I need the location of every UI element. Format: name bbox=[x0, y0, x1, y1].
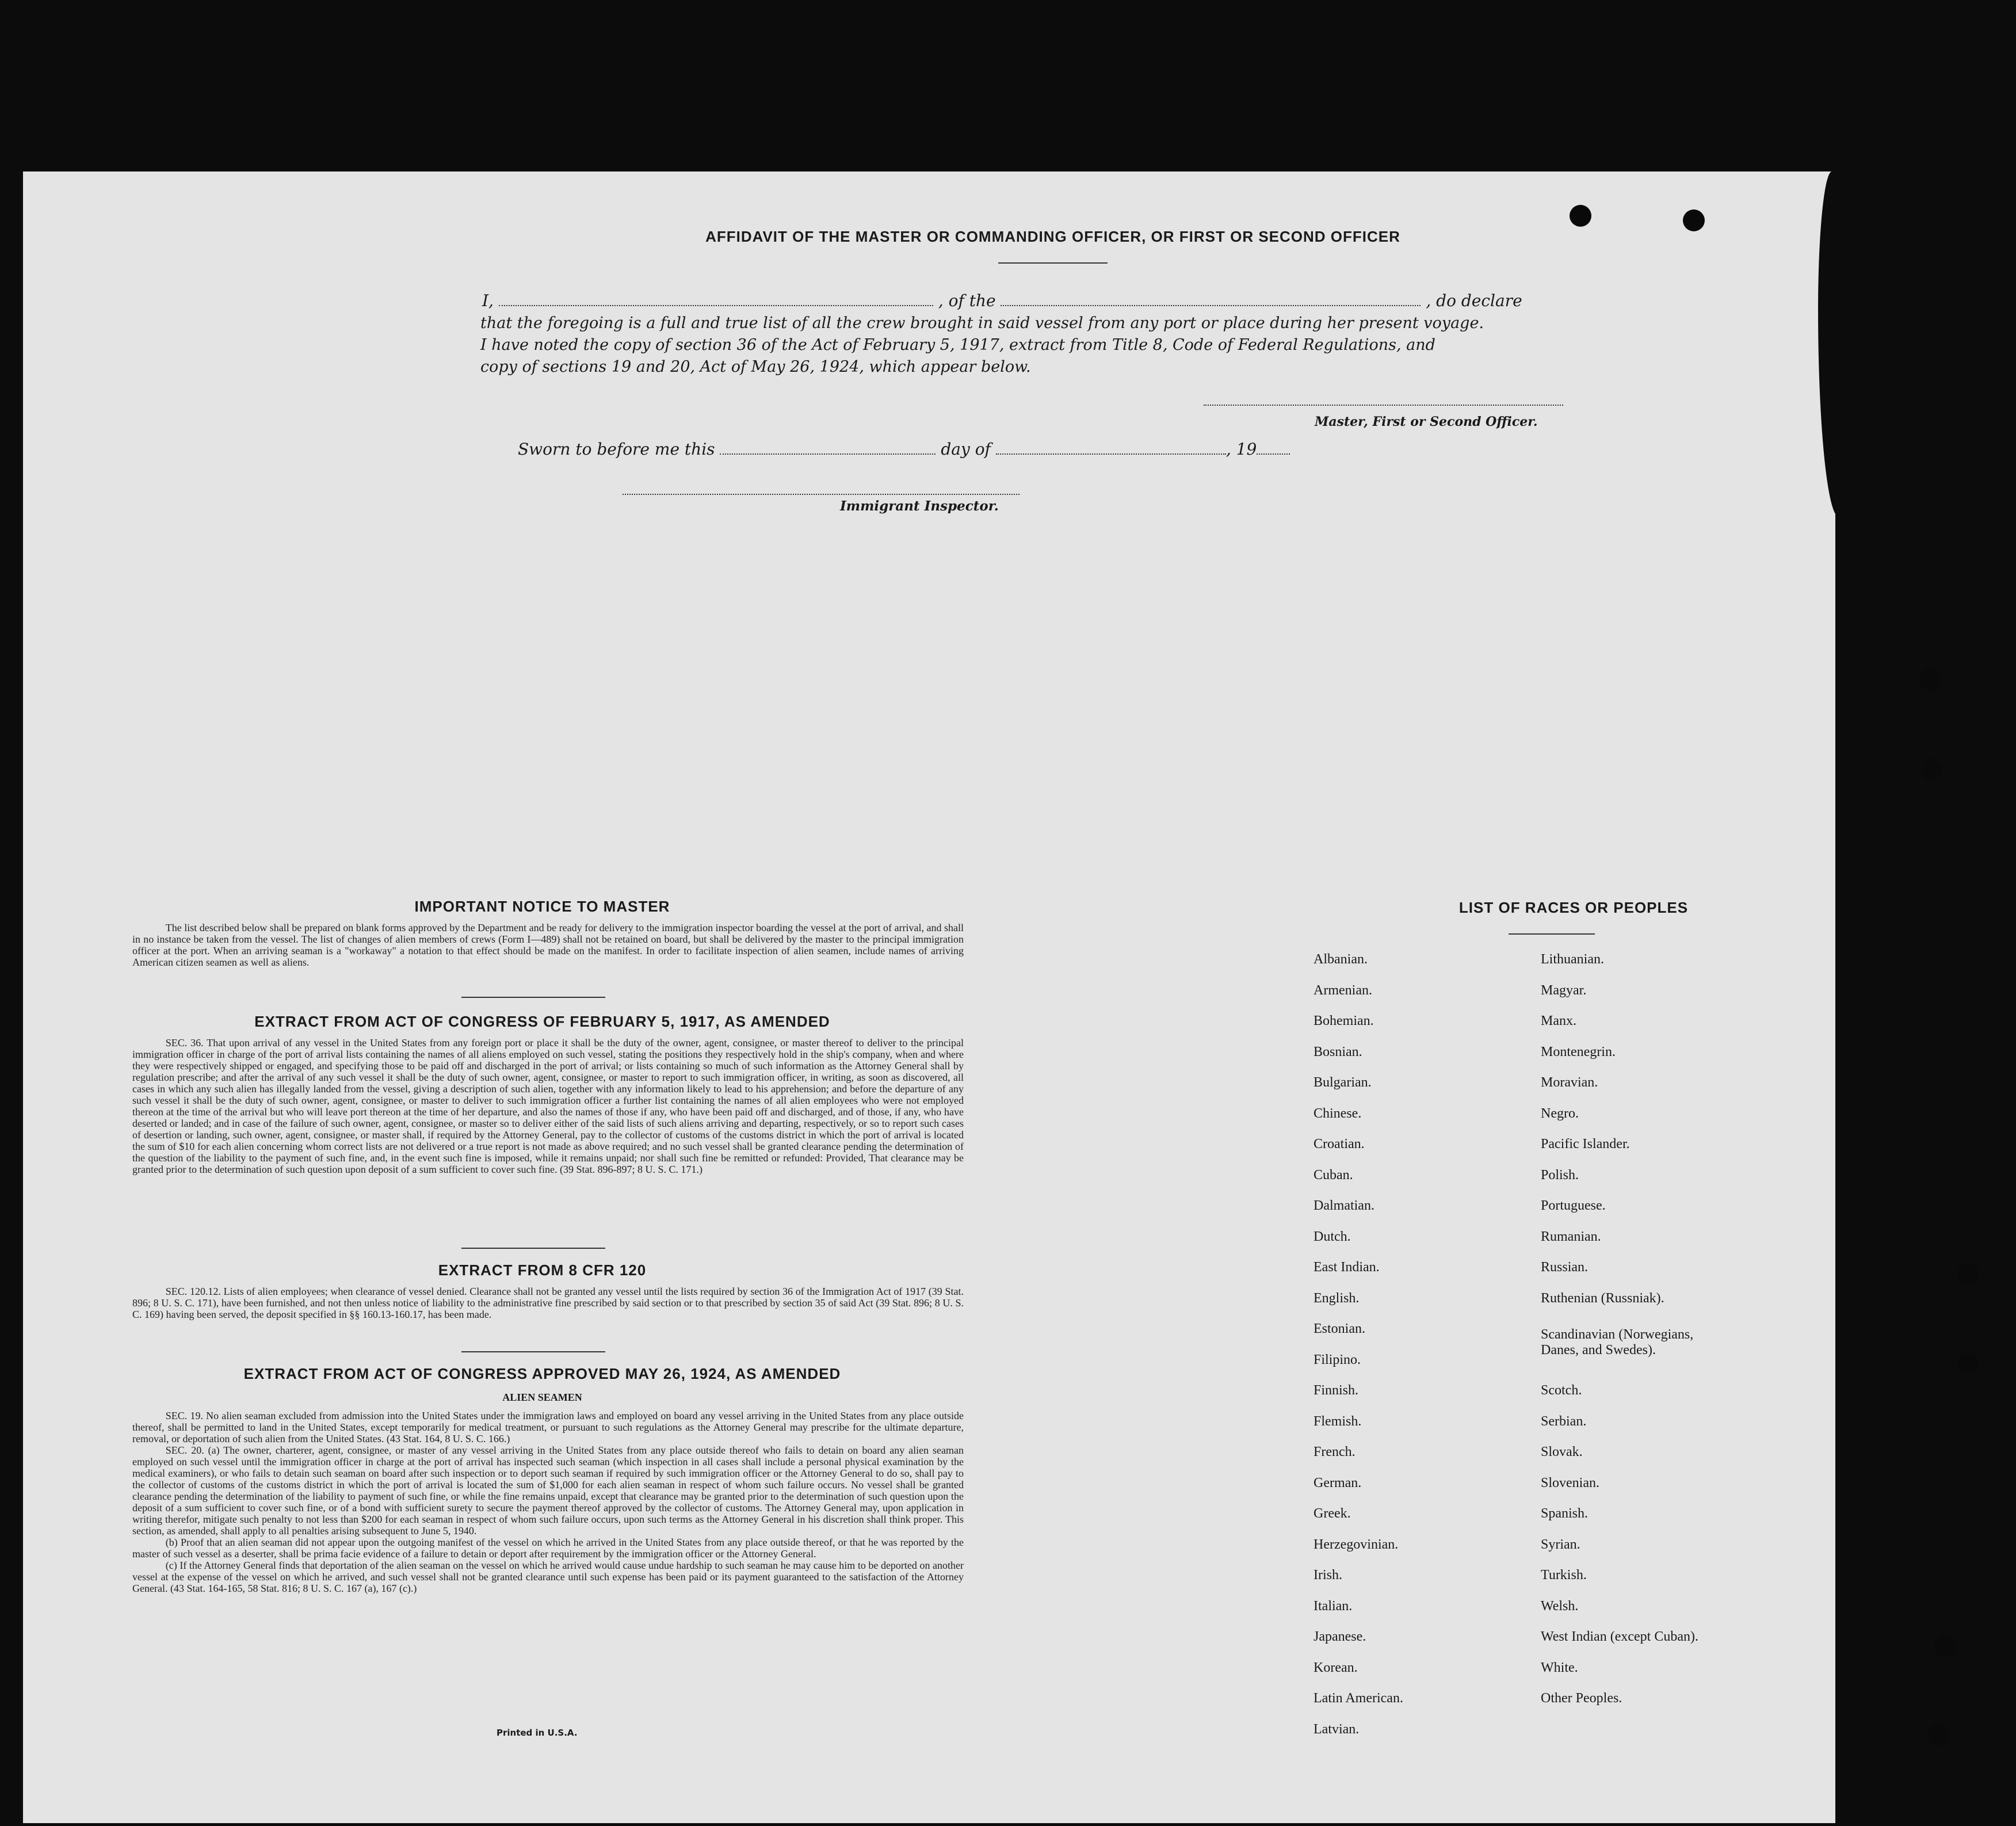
race-item: Other Peoples. bbox=[1541, 1691, 1622, 1706]
race-item: Pacific Islander. bbox=[1541, 1137, 1630, 1152]
section-20b: (b) Proof that an alien seaman did not appear upon the outgoing manifest of the vessel on which he arrived in the United States from any place outside thereof, or that he was reported by the master of such vessel as a deserter, shall be prima facie evidence of a failure to detain or deport after requirement by the immigration officer or the Attorney General. bbox=[132, 1537, 964, 1560]
master-name-field[interactable] bbox=[499, 292, 933, 306]
sworn-month-field[interactable] bbox=[996, 441, 1226, 455]
race-item: Japanese. bbox=[1314, 1629, 1366, 1644]
race-item: White. bbox=[1541, 1660, 1578, 1675]
section-20a: SEC. 20. (a) The owner, charterer, agent, consignee, or master of any vessel arriving in the United States from any place outside thereof who fails to detain on board any alien seaman employed on such vessel until the immigration officer in charge at the port of arrival has inspected such seaman (which inspection in all cases shall include a personal physical examination by the medical examiners), or who fails to detain such seaman on board after such inspection or to deport such seaman if required by such immigration officer or the Attorney General to do so, shall pay to the collector of customs of the customs district in which the port of arrival is located the sum of $1,000 for each alien seaman in respect of whom such failure occurs. No vessel shall be granted clearance pending the determination of the liability to payment of such fine, or while the fine remains unpaid, except that clearance may be granted prior to the determination of such question upon the deposit of a sum sufficient to cover such fine, or of a bond with sufficient surety to secure the payment thereof approved by the collector of customs. The Attorney General may, upon application in writing therefor, mitigate such penalty to not less than $200 for each seaman in respect of whom such failure occurs, upon such terms as the Attorney General in his discretion shall think proper. This section, as amended, shall apply to all penalties arising subsequent to June 5, 1940. bbox=[132, 1444, 964, 1537]
race-item: Scandinavian (Norwegians, Danes, and Swedes). bbox=[1541, 1327, 1694, 1358]
race-item: English. bbox=[1314, 1291, 1360, 1306]
race-item: Portuguese. bbox=[1541, 1198, 1606, 1213]
race-item: Bulgarian. bbox=[1314, 1075, 1372, 1090]
race-item: Cuban. bbox=[1314, 1168, 1353, 1183]
sworn-day-field[interactable] bbox=[720, 441, 936, 455]
notice-title: IMPORTANT NOTICE TO MASTER bbox=[414, 898, 670, 915]
affidavit-line1 bbox=[482, 291, 1564, 310]
divider bbox=[461, 997, 605, 998]
race-item: Bosnian. bbox=[1314, 1044, 1362, 1059]
section-20c: (c) If the Attorney General finds that deportation of the alien seaman on the vessel on which he arrived would cause undue hardship to such seaman he may cause him to be deported on another vessel at the expense of the vessel on which he arrived, and such vessel shall not be granted clearance until such expense has been paid or its payment guaranteed to the satisfaction of the Attorney General. (43 Stat. 164-165, 58 Stat. 816; 8 U. S. C. 167 (a), 167 (c).) bbox=[132, 1560, 964, 1594]
punch-hole bbox=[1683, 209, 1705, 231]
race-item: Moravian. bbox=[1541, 1075, 1598, 1090]
extract-cfr-title: EXTRACT FROM 8 CFR 120 bbox=[438, 1261, 647, 1279]
race-item: Greek. bbox=[1314, 1506, 1351, 1521]
race-item: Latin American. bbox=[1314, 1691, 1403, 1706]
inspector-signature-line[interactable] bbox=[623, 494, 1020, 495]
extract-1917-title: EXTRACT FROM ACT OF CONGRESS OF FEBRUARY 5, 1917, AS AMENDED bbox=[254, 1013, 830, 1030]
race-item: Croatian. bbox=[1314, 1137, 1365, 1152]
race-item: Flemish. bbox=[1314, 1414, 1362, 1429]
affidavit-line2: that the foregoing is a full and true list of all the crew brought in said vessel from any port or place during her present voyage. bbox=[480, 314, 1484, 332]
label-do-declare: , do declare bbox=[1426, 291, 1522, 310]
race-item: Italian. bbox=[1314, 1599, 1353, 1614]
race-item: Chinese. bbox=[1314, 1106, 1362, 1121]
race-item: Negro. bbox=[1541, 1106, 1579, 1121]
race-item: Slovak. bbox=[1541, 1444, 1583, 1459]
inspector-signature-label: Immigrant Inspector. bbox=[840, 498, 999, 514]
extract-1917-body: SEC. 36. That upon arrival of any vessel in the United States from any foreign port or place it shall be the duty of the owner, agent, consignee, or master thereof to deliver to the principal immigration officer in charge of the port of arrival lists containing the names of all aliens employed on such vessel, stating the positions they respectively hold in the ship's company, when and where they were respectively shipped or engaged, and specifying those to be paid off and discharged in the port of arrival; or lists containing so much of such information as the Attorney General shall by regulation prescribe; and after the arrival of any such vessel it shall be the duty of such owner, agent, consignee, or master to report to such immigration officer, in writing, as soon as discovered, all cases in which any such alien has illegally landed from the vessel, giving a description of such alien, together with any information likely to lead to his apprehension; and before the departure of any such vessel it shall be the duty of such owner, agent, consignee, or master to deliver to such immigration officer a further list containing the names of all alien employees who were not employed thereon at the time of the arrival but who will leave port thereon at the time of her departure, and also the names of those if any, who have been paid off and discharged, and of those, if any, who have deserted or landed; and in case of the failure of such owner, agent, consignee, or master so to deliver either of the said lists of such aliens arriving and departing, respectively, or so to report such cases of desertion or landing, such owner, agent, consignee, or master shall, if required by the Attorney General, pay to the collector of customs of the customs district in which the port of arrival is located the sum of $10 for each alien concerning whom correct lists are not delivered or a true report is not made as above required; and no such vessel shall be granted clearance pending the determination of the question of the liability to the payment of such fine, and, in the event such fine is imposed, while it remains unpaid; nor shall such fine be remitted or refunded: Provided, That clearance may be granted prior to the determination of such question upon deposit of a sum sufficient to cover such fine. (39 Stat. 896-897; 8 U. S. C. 171.) bbox=[132, 1037, 964, 1175]
race-item: Montenegrin. bbox=[1541, 1044, 1616, 1059]
race-item: Lithuanian. bbox=[1541, 952, 1604, 967]
sworn-year-field[interactable] bbox=[1257, 441, 1290, 455]
punch-hole bbox=[1919, 669, 1941, 691]
race-item: Manx. bbox=[1541, 1013, 1576, 1028]
divider bbox=[998, 262, 1108, 264]
affidavit-line3: I have noted the copy of section 36 of the Act of February 5, 1917, extract from Title 8, Code of Federal Regulations, and bbox=[480, 336, 1435, 354]
master-signature-line[interactable] bbox=[1204, 405, 1563, 406]
race-item: Armenian. bbox=[1314, 983, 1372, 998]
divider bbox=[461, 1351, 605, 1352]
divider bbox=[461, 1248, 605, 1249]
punch-hole bbox=[1927, 1724, 1949, 1746]
race-item: French. bbox=[1314, 1444, 1356, 1459]
punch-hole bbox=[1957, 1263, 1979, 1284]
race-item: Finnish. bbox=[1314, 1383, 1359, 1398]
race-item: Korean. bbox=[1314, 1660, 1358, 1675]
punch-hole bbox=[1957, 1352, 1979, 1374]
label-sworn: Sworn to before me this bbox=[518, 440, 715, 459]
race-item: Syrian. bbox=[1541, 1537, 1580, 1552]
affidavit-line4: copy of sections 19 and 20, Act of May 26, 1924, which appear below. bbox=[480, 358, 1031, 376]
race-item: Irish. bbox=[1314, 1568, 1342, 1583]
race-item: Dutch. bbox=[1314, 1229, 1351, 1244]
race-item: German. bbox=[1314, 1476, 1362, 1490]
race-item: Scotch. bbox=[1541, 1383, 1582, 1398]
punch-hole bbox=[1934, 1636, 1956, 1657]
race-item: Rumanian. bbox=[1541, 1229, 1601, 1244]
race-item: Albanian. bbox=[1314, 952, 1368, 967]
sworn-line bbox=[518, 440, 1290, 459]
master-signature-label: Master, First or Second Officer. bbox=[1315, 414, 1538, 429]
notice-body: The list described below shall be prepared on blank forms approved by the Department and be ready for delivery to the immigration inspector boarding the vessel at the port of arrival, and shall in no instance be taken from the vessel. The list of changes of alien members of crews (Form I—489) shall not be retained on board, but shall be delivered by the master to the principal immigration officer at the port. When an arriving seaman is a "workaway" a notation to that effect should be made on the manifest. In order to facilitate inspection of alien seamen, include names of arriving American citizen seamen as well as aliens. bbox=[132, 922, 964, 968]
label-of-the: , of the bbox=[938, 291, 996, 310]
label-year: , 19 bbox=[1225, 440, 1257, 459]
race-item: Estonian. bbox=[1314, 1321, 1365, 1336]
affidavit-title: AFFIDAVIT OF THE MASTER OR COMMANDING OFFICER, OR FIRST OR SECOND OFFICER bbox=[705, 228, 1400, 245]
label-day-of: day of bbox=[941, 440, 991, 459]
race-item: Filipino. bbox=[1314, 1352, 1361, 1367]
race-item: Welsh. bbox=[1541, 1599, 1579, 1614]
divider bbox=[1509, 933, 1595, 935]
alien-seamen-subtitle: ALIEN SEAMEN bbox=[502, 1392, 582, 1403]
printed-in-usa: Printed in U.S.A. bbox=[497, 1728, 578, 1738]
extract-1924-title: EXTRACT FROM ACT OF CONGRESS APPROVED MAY 26, 1924, AS AMENDED bbox=[243, 1365, 841, 1382]
race-item: Ruthenian (Russniak). bbox=[1541, 1291, 1664, 1306]
race-item: Slovenian. bbox=[1541, 1476, 1599, 1490]
section-19: SEC. 19. No alien seaman excluded from admission into the United States under the immigration laws and employed on board any vessel arriving in the United States from any place outside thereof, shall be permitted to land in the United States, except temporarily for medical treatment, or pursuant to such regulations as the Attorney General may prescribe for the ultimate departure, removal, or deportation of such alien from the United States. (43 Stat. 164, 8 U. S. C. 166.) bbox=[132, 1410, 964, 1444]
race-item: Magyar. bbox=[1541, 983, 1587, 998]
race-item: Turkish. bbox=[1541, 1568, 1587, 1583]
vessel-name-field[interactable] bbox=[1001, 292, 1421, 306]
races-title: LIST OF RACES OR PEOPLES bbox=[1458, 899, 1689, 916]
punch-hole bbox=[1920, 758, 1942, 780]
label-i: I, bbox=[482, 291, 494, 310]
race-item: Spanish. bbox=[1541, 1506, 1589, 1521]
race-item: Polish. bbox=[1541, 1168, 1579, 1183]
extract-1924-body bbox=[132, 1410, 964, 1594]
race-item: East Indian. bbox=[1314, 1260, 1380, 1275]
race-item: Serbian. bbox=[1541, 1414, 1587, 1429]
extract-cfr-body: SEC. 120.12. Lists of alien employees; when clearance of vessel denied. Clearance shall not be granted any vessel until the lists required by section 36 of the Immigration Act of 1917 (39 Stat. 896; 8 U. S. C. 171), have been furnished, and not then unless notice of liability to the administrative fine prescribed by said section or to that prescribed by section 35 of said Act (39 Stat. 896; 8 U. S. C. 169) having been served, the deposit specified in §§ 160.13-160.17, has been made. bbox=[132, 1286, 964, 1320]
punch-hole bbox=[1570, 205, 1591, 227]
race-item: Dalmatian. bbox=[1314, 1198, 1374, 1213]
race-item: Latvian. bbox=[1314, 1722, 1360, 1737]
race-item: West Indian (except Cuban). bbox=[1541, 1629, 1698, 1644]
race-item: Herzegovinian. bbox=[1314, 1537, 1399, 1552]
race-item: Russian. bbox=[1541, 1260, 1589, 1275]
race-item: Bohemian. bbox=[1314, 1013, 1374, 1028]
